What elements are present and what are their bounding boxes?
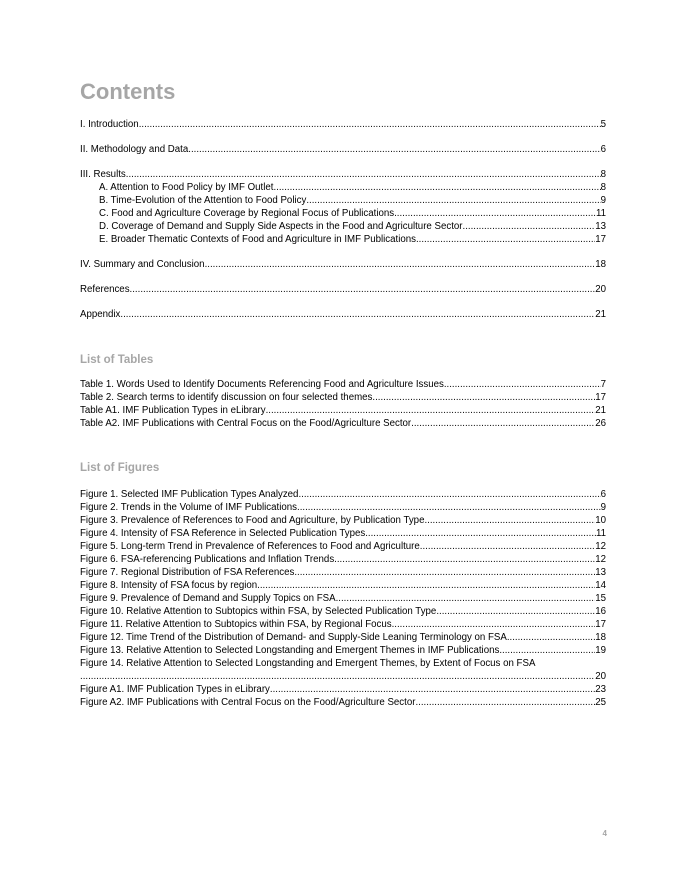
figure-entry-text: Figure 11. Relative Attention to Subtopics within FSA, by Regional Focus xyxy=(80,619,392,630)
figure-entry[interactable] xyxy=(80,488,606,501)
dot-leader xyxy=(420,540,595,553)
figure-entry-page: 17 xyxy=(595,619,606,630)
figure-entry[interactable] xyxy=(80,579,606,592)
dot-leader xyxy=(298,488,600,501)
toc-entry-text: IV. Summary and Conclusion xyxy=(80,259,205,270)
table-entry-text: Table A1. IMF Publication Types in eLibrary xyxy=(80,405,266,416)
dot-leader xyxy=(139,118,601,131)
dot-leader xyxy=(273,181,600,194)
dot-leader xyxy=(372,391,595,404)
figure-entry-page: 19 xyxy=(595,645,606,656)
figure-entry-page: 12 xyxy=(595,541,606,552)
toc-entry-page: 8 xyxy=(600,182,606,193)
figure-entry-page: 12 xyxy=(595,554,606,565)
table-entry-page: 7 xyxy=(600,379,606,390)
toc-entry-page: 20 xyxy=(595,284,606,295)
dot-leader xyxy=(297,501,601,514)
toc-entry-text: B. Time-Evolution of the Attention to Food Policy xyxy=(99,195,307,206)
toc-entry[interactable] xyxy=(80,118,606,131)
toc-entry[interactable] xyxy=(80,308,606,321)
figure-entry-text: Figure 14. Relative Attention to Selected Longstanding and Emergent Themes, by Extent of Focus on FSA xyxy=(80,658,536,669)
dot-leader xyxy=(270,683,595,696)
table-entry[interactable] xyxy=(80,391,606,404)
figure-entry-text: Figure A1. IMF Publication Types in eLibrary xyxy=(80,684,270,695)
toc-entry-page: 13 xyxy=(595,221,606,232)
figure-entry-page: 23 xyxy=(595,684,606,695)
figure-entry-page: 9 xyxy=(600,502,606,513)
toc-entry-page: 5 xyxy=(600,119,606,130)
figure-entry[interactable] xyxy=(80,605,606,618)
list-of-figures-heading: List of Figures xyxy=(80,462,160,474)
figure-entry[interactable] xyxy=(80,501,606,514)
figure-entry[interactable] xyxy=(80,683,606,696)
figure-entry-text: Figure 6. FSA-referencing Publications and Inflation Trends xyxy=(80,554,335,565)
figure-entry-text: Figure 10. Relative Attention to Subtopics within FSA, by Selected Publication Type xyxy=(80,606,437,617)
figure-entry-continuation[interactable] xyxy=(80,670,606,683)
dot-leader xyxy=(205,258,596,271)
figure-entry-text: Figure A2. IMF Publications with Central Focus on the Food/Agriculture Sector xyxy=(80,697,416,708)
table-entry-page: 21 xyxy=(595,405,606,416)
toc-subentry[interactable] xyxy=(80,220,606,233)
table-entry-page: 17 xyxy=(595,392,606,403)
toc-entry-page: 8 xyxy=(600,169,606,180)
dot-leader xyxy=(499,644,595,657)
dot-leader xyxy=(120,308,595,321)
dot-leader xyxy=(266,404,596,417)
figure-entry[interactable] xyxy=(80,540,606,553)
figure-entry[interactable] xyxy=(80,514,606,527)
dot-leader xyxy=(336,592,596,605)
figure-entry-text: Figure 4. Intensity of FSA Reference in Selected Publication Types xyxy=(80,528,366,539)
toc-subentry[interactable] xyxy=(80,207,606,220)
table-entry-page: 26 xyxy=(595,418,606,429)
dot-leader xyxy=(365,527,596,540)
toc-entry-text: References xyxy=(80,284,130,295)
figure-entry-page: 6 xyxy=(600,489,606,500)
figure-entry-text: Figure 13. Relative Attention to Selected Longstanding and Emergent Themes in IMF Publications xyxy=(80,645,500,656)
dot-leader xyxy=(294,566,595,579)
figure-entry[interactable] xyxy=(80,527,606,540)
figures-list xyxy=(80,488,606,709)
dot-leader xyxy=(424,514,595,527)
toc-entry[interactable] xyxy=(80,283,606,296)
toc-entry-page: 9 xyxy=(600,195,606,206)
dot-leader xyxy=(463,220,596,233)
toc-subentry[interactable] xyxy=(80,194,606,207)
figure-entry[interactable] xyxy=(80,696,606,709)
figure-entry[interactable] xyxy=(80,631,606,644)
figure-entry-page: 14 xyxy=(595,580,606,591)
figure-entry[interactable] xyxy=(80,566,606,579)
dot-leader xyxy=(392,618,596,631)
dot-leader xyxy=(394,207,596,220)
figure-entry[interactable] xyxy=(80,553,606,566)
figure-entry-page: 16 xyxy=(595,606,606,617)
figure-entry[interactable] xyxy=(80,644,606,657)
dot-leader xyxy=(415,696,595,709)
toc-entry-text: C. Food and Agriculture Coverage by Regional Focus of Publications xyxy=(99,208,395,219)
list-of-tables-heading: List of Tables xyxy=(80,354,154,366)
figure-entry-page: 15 xyxy=(595,593,606,604)
figure-entry-page: 10 xyxy=(595,515,606,526)
toc-entry-text: Appendix xyxy=(80,309,121,320)
toc-subentry[interactable] xyxy=(80,233,606,246)
figure-entry-text: Figure 8. Intensity of FSA focus by region xyxy=(80,580,258,591)
figure-entry[interactable] xyxy=(80,618,606,631)
toc-entry-page: 11 xyxy=(595,208,606,219)
figure-entry-text: Figure 3. Prevalence of References to Food and Agriculture, by Publication Type xyxy=(80,515,425,526)
toc-entry-text: III. Results xyxy=(80,169,126,180)
contents-list xyxy=(80,118,606,321)
toc-entry-page: 21 xyxy=(595,309,606,320)
table-entry-text: Table 2. Search terms to identify discussion on four selected themes xyxy=(80,392,373,403)
toc-entry-text: I. Introduction xyxy=(80,119,139,130)
figure-entry[interactable] xyxy=(80,657,606,670)
dot-leader xyxy=(257,579,595,592)
toc-entry-text: E. Broader Thematic Contexts of Food and Agriculture in IMF Publications xyxy=(99,234,416,245)
figure-entry-page: 11 xyxy=(595,528,606,539)
toc-subentry[interactable] xyxy=(80,181,606,194)
table-entry-text: Table 1. Words Used to Identify Documents Referencing Food and Agriculture Issues xyxy=(80,379,444,390)
figure-entry-text: Figure 2. Trends in the Volume of IMF Publications xyxy=(80,502,297,513)
figure-entry-page: 20 xyxy=(595,671,606,682)
figure-entry-text: Figure 9. Prevalence of Demand and Supply Topics on FSA xyxy=(80,593,336,604)
toc-entry-text: D. Coverage of Demand and Supply Side Aspects in the Food and Agriculture Sector xyxy=(99,221,463,232)
table-entry-text: Table A2. IMF Publications with Central Focus on the Food/Agriculture Sector xyxy=(80,418,412,429)
toc-entry-page: 17 xyxy=(595,234,606,245)
figure-entry[interactable] xyxy=(80,592,606,605)
dot-leader xyxy=(130,283,596,296)
dot-leader xyxy=(80,670,595,683)
dot-leader xyxy=(411,417,595,430)
figure-entry-text: Figure 5. Long-term Trend in Prevalence of References to Food and Agriculture xyxy=(80,541,420,552)
dot-leader xyxy=(306,194,600,207)
toc-entry-text: II. Methodology and Data xyxy=(80,144,189,155)
toc-entry-page: 6 xyxy=(600,144,606,155)
dot-leader xyxy=(188,143,600,156)
toc-entry[interactable] xyxy=(80,143,606,156)
figure-entry-text: Figure 1. Selected IMF Publication Types Analyzed xyxy=(80,489,299,500)
dot-leader xyxy=(416,233,595,246)
dot-leader xyxy=(507,631,595,644)
dot-leader xyxy=(444,378,601,391)
figure-entry-page: 18 xyxy=(595,632,606,643)
dot-leader xyxy=(126,168,601,181)
table-entry[interactable] xyxy=(80,404,606,417)
table-entry[interactable] xyxy=(80,378,606,391)
toc-entry-text: A. Attention to Food Policy by IMF Outlet xyxy=(99,182,274,193)
tables-list xyxy=(80,378,606,430)
dot-leader xyxy=(334,553,595,566)
contents-title: Contents xyxy=(80,79,176,104)
toc-entry[interactable] xyxy=(80,168,606,181)
toc-entry[interactable] xyxy=(80,258,606,271)
toc-entry-page: 18 xyxy=(595,259,606,270)
figure-entry-text: Figure 12. Time Trend of the Distribution of Demand- and Supply-Side Leaning Terminology on FSA xyxy=(80,632,507,643)
page-number: 4 xyxy=(602,829,607,838)
table-entry[interactable] xyxy=(80,417,606,430)
dot-leader xyxy=(436,605,595,618)
figure-entry-text: Figure 7. Regional Distribution of FSA References xyxy=(80,567,295,578)
figure-entry-page: 13 xyxy=(595,567,606,578)
figure-entry-page: 25 xyxy=(595,697,606,708)
